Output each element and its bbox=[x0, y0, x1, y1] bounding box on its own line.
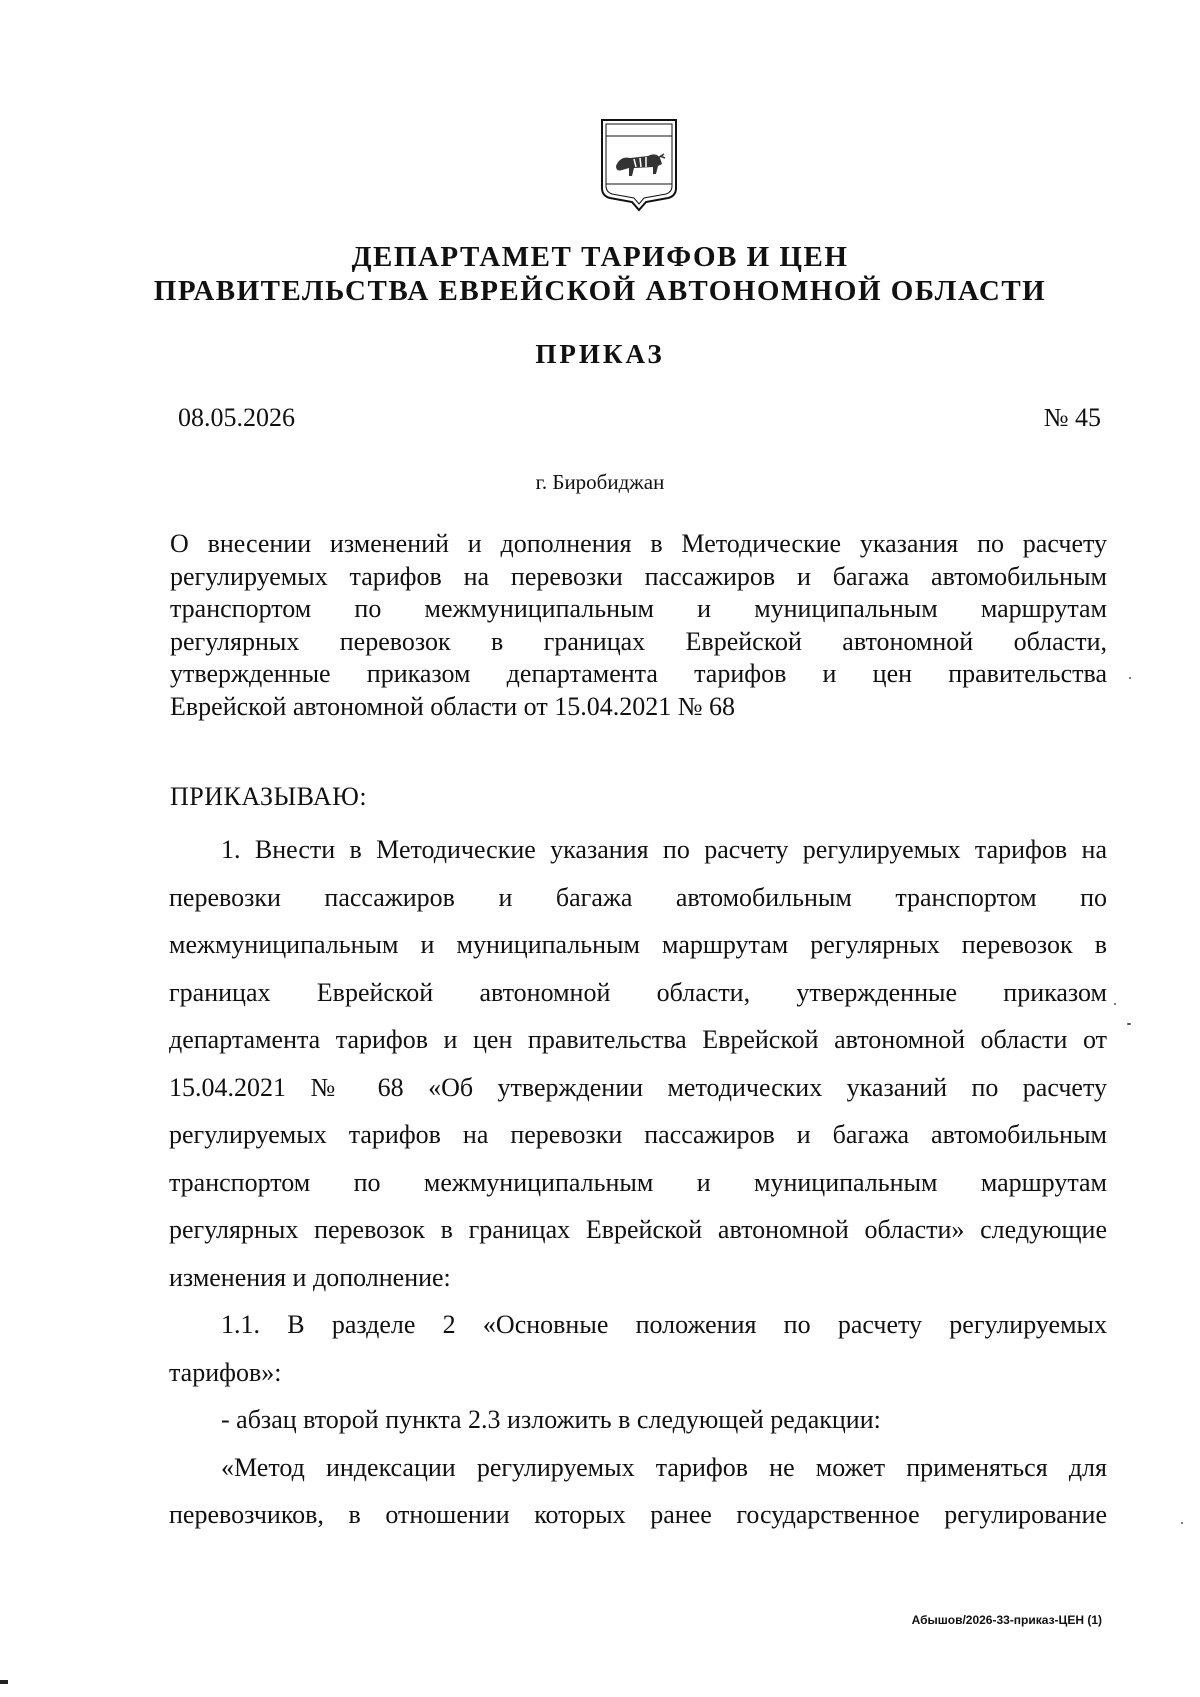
subject-line: регулярных перевозок в границах Еврейской автономной области, bbox=[170, 626, 1107, 656]
body-line: перевозки пассажиров и багажа автомобильным транспортом по bbox=[169, 882, 1107, 912]
body-line: границах Еврейской автономной области, утвержденные приказом bbox=[169, 977, 1107, 1007]
subject-line: О внесении изменений и дополнения в Методические указания по расчету bbox=[170, 529, 1107, 558]
body-line: межмуниципальным и муниципальным маршрутам регулярных перевозок в bbox=[169, 930, 1107, 959]
subject-line: транспортом по межмуниципальным и муниципальным маршрутам bbox=[170, 594, 1107, 623]
body-line: транспортом по межмуниципальным и муниципальным маршрутам bbox=[169, 1167, 1107, 1197]
scan-speck bbox=[1127, 1023, 1131, 1025]
subject-line: Еврейской автономной области от 15.04.2021 № 68 bbox=[170, 691, 736, 721]
department-title-line1: ДЕПАРТАМЕТ ТАРИФОВ И ЦЕН bbox=[351, 241, 849, 273]
body-line: 15.04.2021 № 68 «Об утверждении методических указаний по расчету bbox=[169, 1072, 1107, 1102]
coat-of-arms-tiger-icon bbox=[598, 114, 680, 214]
subject-line: регулируемых тарифов на перевозки пассажиров и багажа автомобильным bbox=[170, 561, 1107, 591]
body-line: - абзац второй пункта 2.3 изложить в следующей редакции: bbox=[221, 1405, 881, 1434]
body-line: 1.1. В разделе 2 «Основные положения по расчету регулируемых bbox=[221, 1310, 1107, 1339]
document-date: 08.05.2026 bbox=[178, 403, 295, 432]
department-title-line2: ПРАВИТЕЛЬСТВА ЕВРЕЙСКОЙ АВТОНОМНОЙ ОБЛАСТИ bbox=[153, 275, 1047, 307]
document-subject bbox=[170, 528, 1107, 723]
order-word: ПРИКАЗЫВАЮ: bbox=[170, 782, 368, 811]
body-line: тарифов»: bbox=[169, 1357, 282, 1387]
scan-speck bbox=[1114, 1003, 1116, 1005]
body-line: 1. Внести в Методические указания по расчету регулируемых тарифов на bbox=[221, 835, 1107, 864]
body-line: «Метод индексации регулируемых тарифов не может применяться для bbox=[221, 1452, 1107, 1482]
footer-reference: Абышов/2026-33-приказ-ЦЕН (1) bbox=[911, 1613, 1102, 1627]
body-line: изменения и дополнение: bbox=[169, 1262, 451, 1292]
subject-line: утвержденные приказом департамента тарифов и цен правительства bbox=[170, 659, 1107, 688]
document-number: № 45 bbox=[1043, 403, 1101, 432]
document-body bbox=[169, 826, 1107, 1539]
body-line: регулируемых тарифов на перевозки пассажиров и багажа автомобильным bbox=[169, 1120, 1107, 1149]
body-line: регулярных перевозок в границах Еврейской автономной области» следующие bbox=[169, 1215, 1107, 1244]
document-city: г. Биробиджан bbox=[535, 470, 665, 494]
document-type: ПРИКАЗ bbox=[535, 339, 665, 369]
body-line: перевозчиков, в отношении которых ранее государственное регулирование bbox=[169, 1500, 1107, 1529]
scan-speck bbox=[1129, 677, 1131, 679]
scan-edge-mark bbox=[0, 1680, 8, 1684]
body-line: департамента тарифов и цен правительства Еврейской автономной области от bbox=[169, 1025, 1107, 1054]
scan-speck bbox=[1181, 1522, 1183, 1524]
